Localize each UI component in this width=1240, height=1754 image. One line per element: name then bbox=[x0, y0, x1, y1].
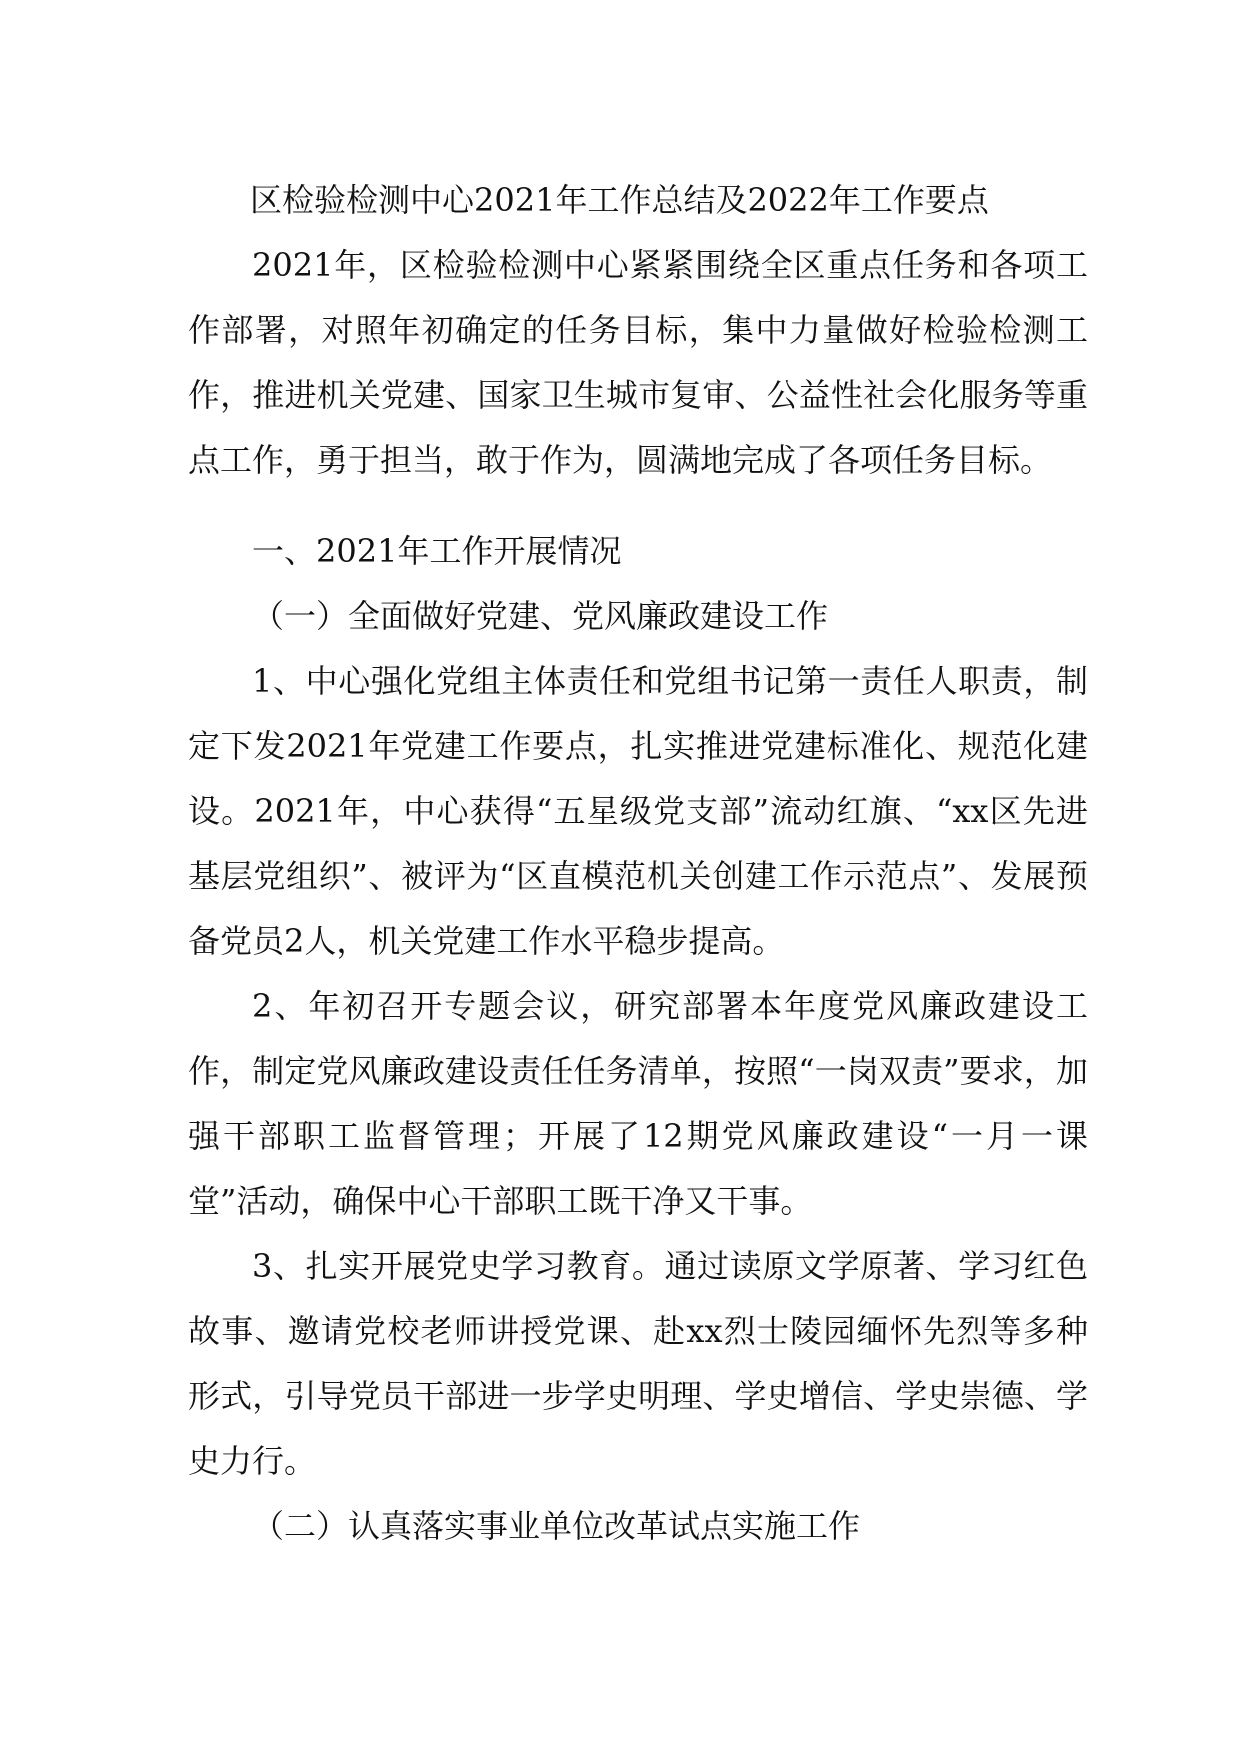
item-paragraph-3: 3、扎实开展党史学习教育。通过读原文学原著、学习红色故事、邀请党校老师讲授党课、赴xx烈士陵园缅怀先烈等多种形式，引导党员干部进一步学史明理、学史增信、学史崇德、学史力行。 bbox=[188, 1247, 1088, 1480]
section-heading-1: 一、2021年工作开展情况 bbox=[252, 532, 622, 570]
intro-paragraph: 2021年，区检验检测中心紧紧围绕全区重点任务和各项工作部署，对照年初确定的任务目标，集中力量做好检验检测工作，推进机关党建、国家卫生城市复审、公益性社会化服务等重点工作，勇于担当，敢于作为，圆满地完成了各项任务目标。 bbox=[188, 246, 1088, 479]
subsection-heading-2: （二）认真落实事业单位改革试点实施工作 bbox=[252, 1507, 861, 1545]
item-paragraph-2: 2、年初召开专题会议，研究部署本年度党风廉政建设工作，制定党风廉政建设责任任务清单，按照“一岗双责”要求，加强干部职工监督管理；开展了12期党风廉政建设“一月一课堂”活动，确保中心干部职工既干净又干事。 bbox=[188, 987, 1088, 1220]
document-body bbox=[188, 168, 1088, 1559]
item-paragraph-1: 1、中心强化党组主体责任和党组书记第一责任人职责，制定下发2021年党建工作要点，扎实推进党建标准化、规范化建设。2021年，中心获得“五星级党支部”流动红旗、“xx区先进基层党组织”、被评为“区直模范机关创建工作示范点”、发展预备党员2人，机关党建工作水平稳步提高。 bbox=[188, 662, 1088, 960]
document-title: 区检验检测中心2021年工作总结及2022年工作要点 bbox=[250, 181, 989, 219]
subsection-heading-1: （一）全面做好党建、党风廉政建设工作 bbox=[252, 597, 829, 635]
